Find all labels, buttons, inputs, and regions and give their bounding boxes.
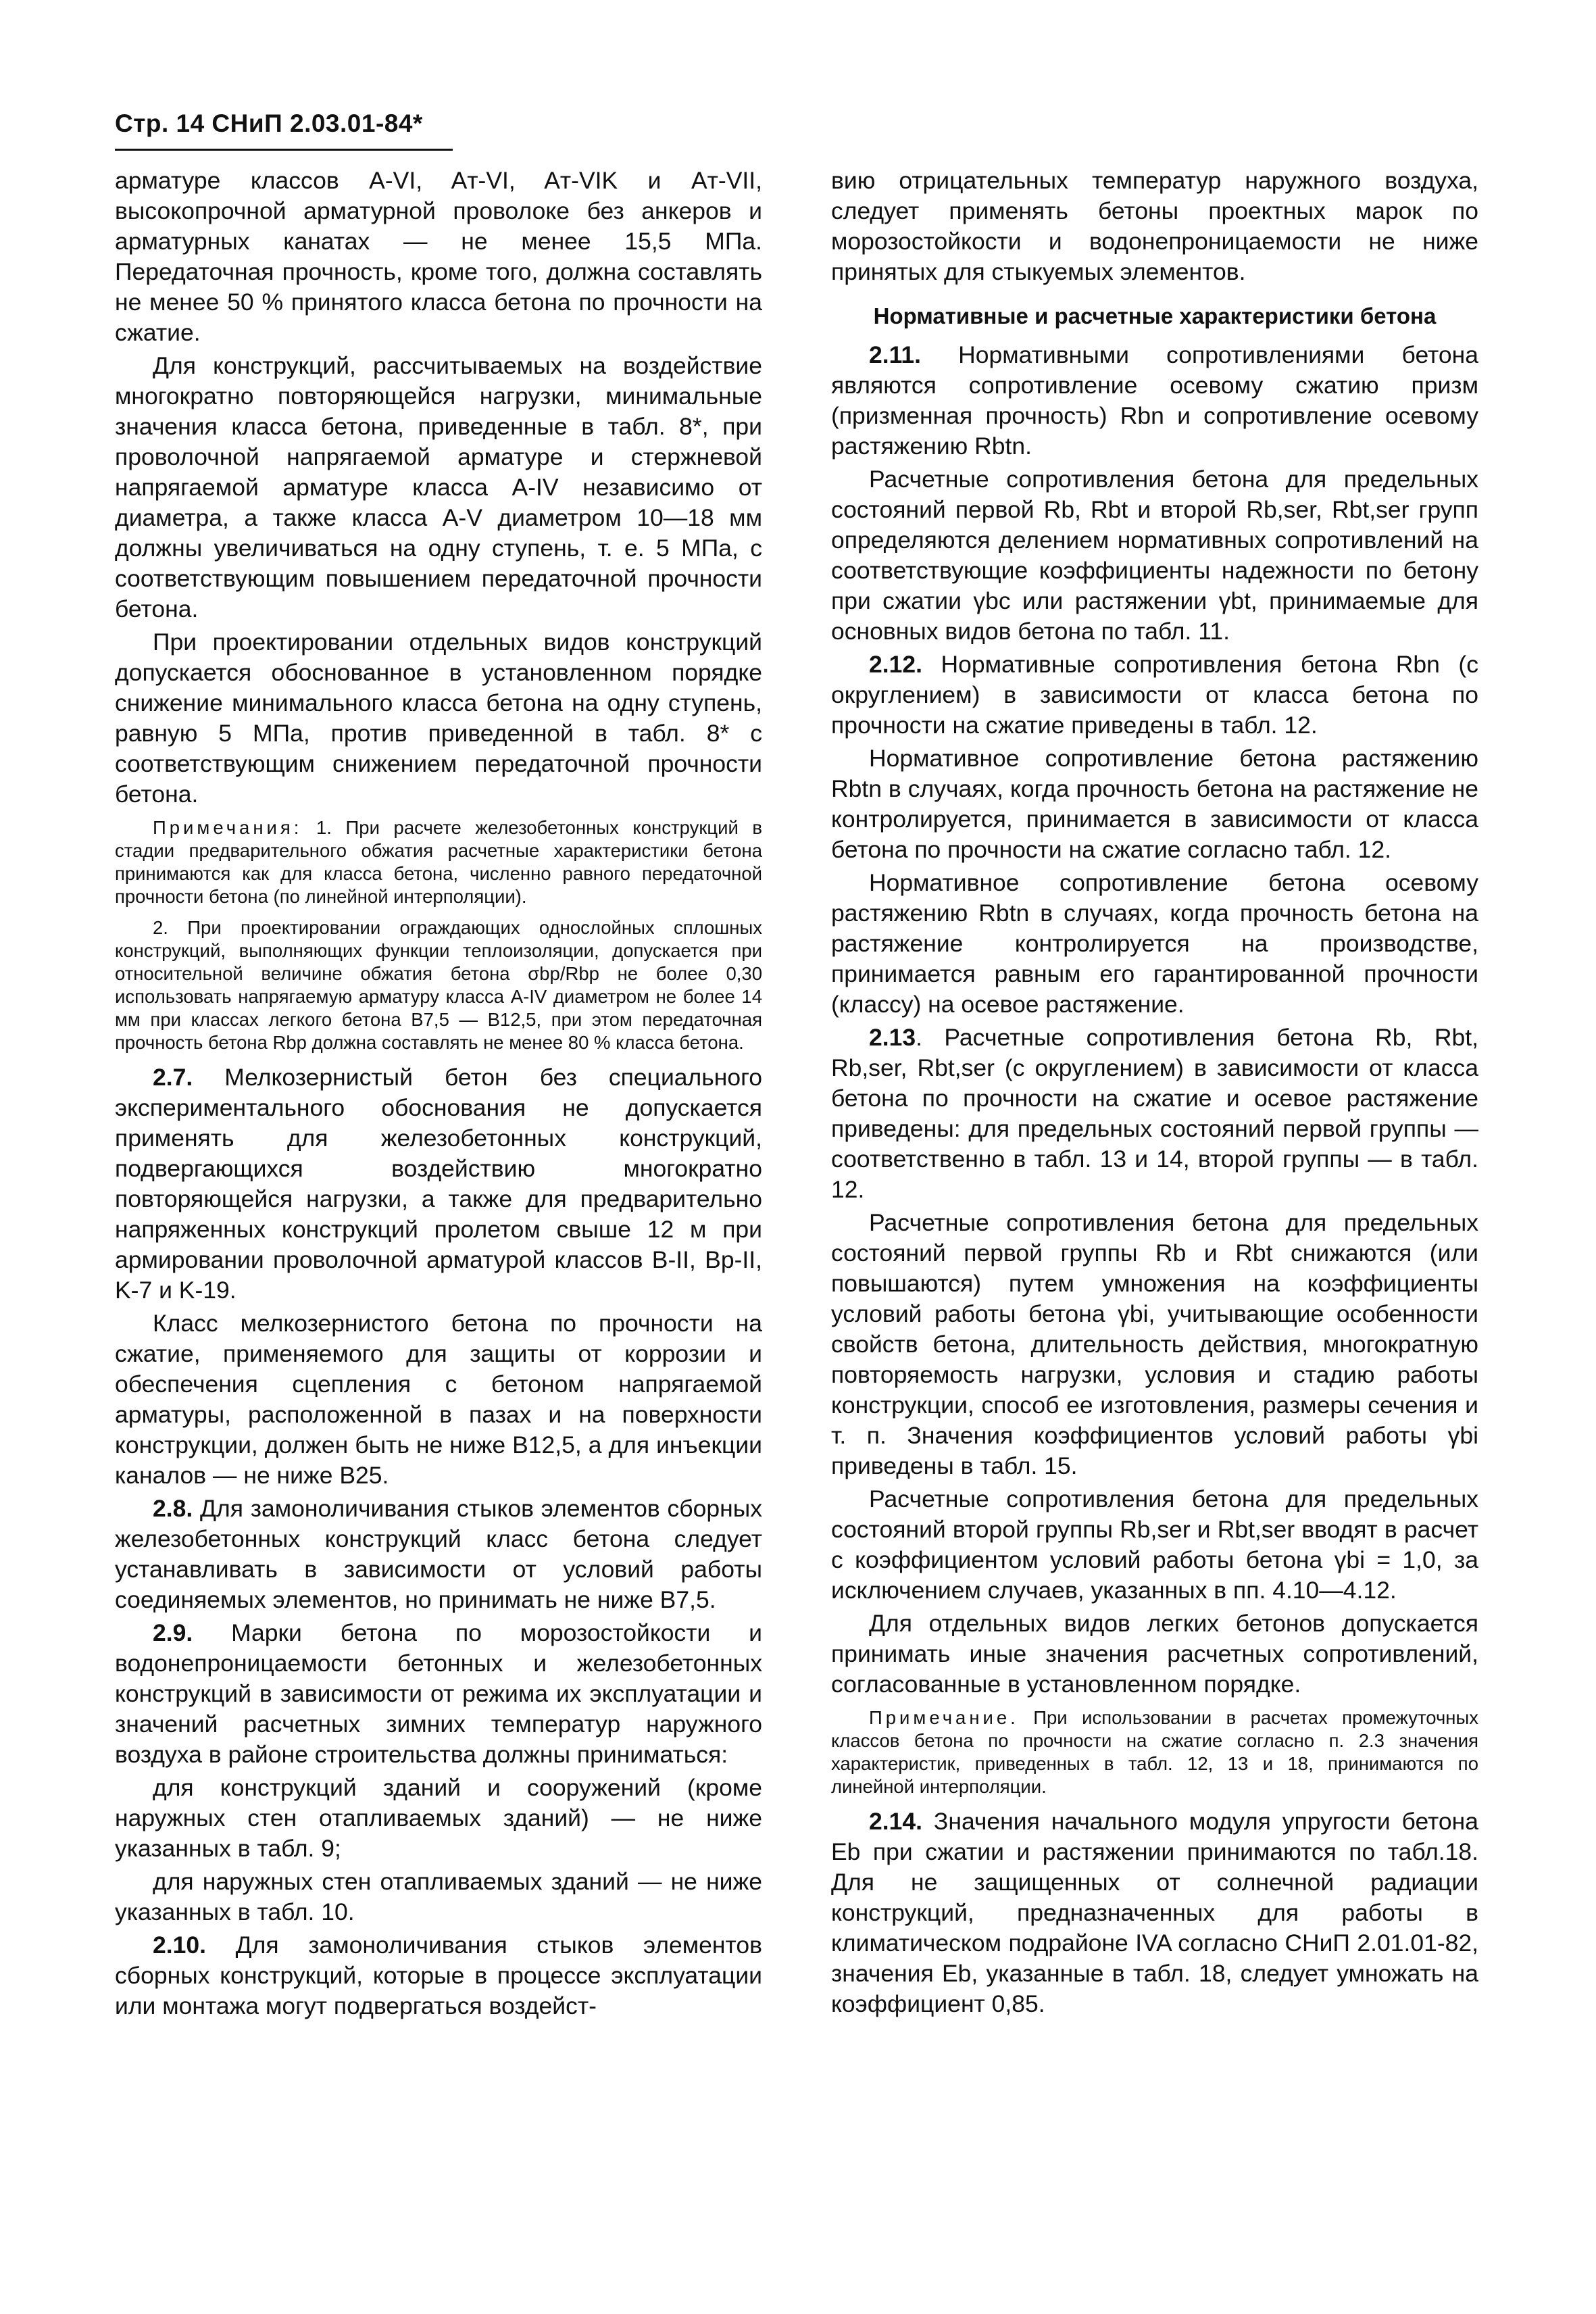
section-number: 2.8.	[153, 1495, 193, 1522]
paragraph: Класс мелкозернистого бетона по прочности на сжатие, применяемого для защиты от коррозии и обеспечения сцепления с бетоном напрягаемой арматуры, расположенной в пазах и на поверхности конструкции, должен быть не ниже B12,5, а для инъекции каналов — не ниже B25.	[115, 1310, 762, 1489]
section-text: Для замоноличивания стыков элементов сборных конструкций, которые в процессе эксплуатации или монтажа могут подвергаться воздейст-	[115, 1931, 762, 2019]
note-label: Примечания:	[153, 817, 303, 838]
paragraph: Для конструкций, рассчитываемых на воздействие многократно повторяющейся нагрузки, минимальные значения класса бетона, приведенные в табл. 8*, при проволочной напрягаемой арматуре и стержневой напрягаемой арматуре класса A-IV независимо от диаметра, а также класса A-V диаметром 10—18 мм должны увеличиваться на одну ступень, т. е. 5 МПа, с соответствующим повышением передаточной прочности бетона.	[115, 352, 762, 622]
section-2-9	[115, 1618, 762, 1770]
paragraph: Расчетные сопротивления бетона для предельных состояний первой Rb, Rbt и второй Rb,ser, Rbt,ser групп определяются делением нормативных сопротивлений на соответствующие коэффициенты надежности по бетону при сжатии γbc или растяжении γbt, принимаемые для основных видов бетона по табл. 11.	[831, 466, 1478, 645]
section-number: 2.12.	[869, 651, 922, 678]
section-number: 2.9.	[153, 1619, 193, 1646]
note-label: Примечание.	[869, 1707, 1019, 1728]
list-item: для наружных стен отапливаемых зданий — не ниже указанных в табл. 10.	[115, 1868, 762, 1925]
section-2-14	[831, 1806, 1478, 2019]
section-text: Нормативные сопротивления бетона Rbn (с округлением) в зависимости от класса бетона по прочности на сжатие приведены в табл. 12.	[831, 651, 1478, 739]
section-number: 2.13	[869, 1024, 916, 1051]
section-2-8	[115, 1494, 762, 1615]
section-heading: Нормативные и расчетные характеристики бетона	[873, 303, 1437, 328]
paragraph: Для отдельных видов легких бетонов допускается принимать иные значения расчетных сопротивлений, согласованные в установленном порядке.	[831, 1610, 1478, 1698]
section-number: 2.10.	[153, 1931, 206, 1959]
section-text: Для замоноличивания стыков элементов сборных железобетонных конструкций класс бетона следует устанавливать в зависимости от условий работы соединяемых элементов, но принимать не ниже B7,5.	[115, 1495, 762, 1613]
paragraph: арматуре классов A-VI, Aт-VI, Aт-VIK и Aт-VII, высокопрочной арматурной проволоке без анкеров и арматурных канатах — не менее 15,5 МПа. Передаточная прочность, кроме того, должна составлять не менее 50 % принятого класса бетона по прочности на сжатие.	[115, 167, 762, 346]
section-number: 2.14.	[869, 1808, 922, 1835]
paragraph: Нормативное сопротивление бетона осевому растяжению Rbtn в случаях, когда прочность бетона на растяжение контролируется на производстве, принимается равным его гарантированной прочности (классу) на осевое растяжение.	[831, 869, 1478, 1018]
paragraph: Расчетные сопротивления бетона для предельных состояний второй группы Rb,ser и Rbt,ser вводят в расчет с коэффициентом условий работы бетона γbi = 1,0, за исключением случаев, указанных в пп. 4.10—4.12.	[831, 1485, 1478, 1604]
note-block	[831, 1706, 1478, 1798]
right-column	[831, 166, 1478, 2022]
paragraph: При проектировании отдельных видов конструкций допускается обоснованное в установленном порядке снижение минимального класса бетона на одну ступень, равную 5 МПа, против приведенной в табл. 8* с соответствующим снижением передаточной прочности бетона.	[115, 629, 762, 808]
section-number: 2.7.	[153, 1064, 193, 1091]
section-2-13	[831, 1023, 1478, 1205]
section-2-10	[115, 1930, 762, 2021]
note-text: 2. При проектировании ограждающих однослойных сплошных конструкций, выполняющих функции теплоизоляции, допускается при относительной величине обжатия бетона σbp/Rbp не более 0,30 использовать напрягаемую арматуру класса A-IV диаметром не более 14 мм при классах легкого бетона B7,5 — B12,5, при этом передаточная прочность бетона Rbp должна составлять не менее 80 % класса бетона.	[115, 917, 762, 1053]
list-item: для конструкций зданий и сооружений (кроме наружных стен отапливаемых зданий) — не ниже указанных в табл. 9;	[115, 1774, 762, 1862]
notes-block	[115, 816, 762, 908]
note-text: При использовании в расчетах промежуточных классов бетона по прочности на сжатие согласно п. 2.3 значения характеристик, приведенных в табл. 12, 13 и 18, принимаются по линейной интерполяции.	[831, 1707, 1478, 1797]
header-rule	[115, 149, 453, 151]
page-header: Стр. 14 СНиП 2.03.01-84*	[115, 109, 423, 137]
section-number: 2.11.	[869, 341, 921, 368]
section-text: Мелкозернистый бетон без специального экспериментального обоснования не допускается применять для железобетонных конструкций, подвергающихся воздействию многократно повторяющейся нагрузки, а также для предварительно напряженных конструкций пролетом свыше 12 м при армировании проволочной арматурой классов B-II, Bp-II, K-7 и K-19.	[115, 1064, 762, 1304]
section-text: Нормативными сопротивлениями бетона являются сопротивление осевому сжатию призм (призменная прочность) Rbn и сопротивление осевому растяжению Rbtn.	[831, 341, 1478, 460]
section-text: Значения начального модуля упругости бетона Eb при сжатии и растяжении принимаются по табл.18. Для не защищенных от солнечной радиации конструкций, предназначенных для работы в климатическом подрайоне IVA согласно СНиП 2.01.01-82, значения Eb, указанные в табл. 18, следует умножать на коэффициент 0,85.	[831, 1808, 1478, 2017]
paragraph: вию отрицательных температур наружного воздуха, следует применять бетоны проектных марок по морозостойкости и водонепроницаемости не ниже принятых для стыкуемых элементов.	[831, 167, 1478, 285]
section-text: Марки бетона по морозостойкости и водонепроницаемости бетонных и железобетонных конструкций в зависимости от режима их эксплуатации и значений расчетных зимних температур наружного воздуха в районе строительства должны приниматься:	[115, 1619, 762, 1768]
section-2-11	[831, 340, 1478, 462]
section-text: . Расчетные сопротивления бетона Rb, Rbt, Rb,ser, Rbt,ser (с округлением) в зависимости от класса бетона по прочности на сжатие и осевое растяжение приведены: для предельных состояний первой группы — соответственно в табл. 13 и 14, второй группы — в табл. 12.	[831, 1024, 1478, 1203]
paragraph: Нормативное сопротивление бетона растяжению Rbtn в случаях, когда прочность бетона на растяжение не контролируется, принимается в зависимости от класса бетона по прочности на сжатие согласно табл. 12.	[831, 745, 1478, 863]
note-text: 1. При расчете железобетонных конструкций в стадии предварительного обжатия расчетные характеристики бетона принимаются как для класса бетона, численно равного передаточной прочности бетона (по линейной интерполяции).	[115, 817, 763, 907]
section-2-7	[115, 1062, 762, 1306]
section-2-12	[831, 649, 1478, 741]
paragraph: Расчетные сопротивления бетона для предельных состояний первой группы Rb и Rbt снижаются (или повышаются) путем умножения на коэффициенты условий работы бетона γbi, учитывающие особенности свойств бетона, длительность действия, многократную повторяемость нагрузки, условия и стадию работы конструкции, способ ее изготовления, размеры сечения и т. п. Значения коэффициентов условий работы γbi приведены в табл. 15.	[831, 1209, 1478, 1479]
left-column	[115, 166, 762, 2024]
